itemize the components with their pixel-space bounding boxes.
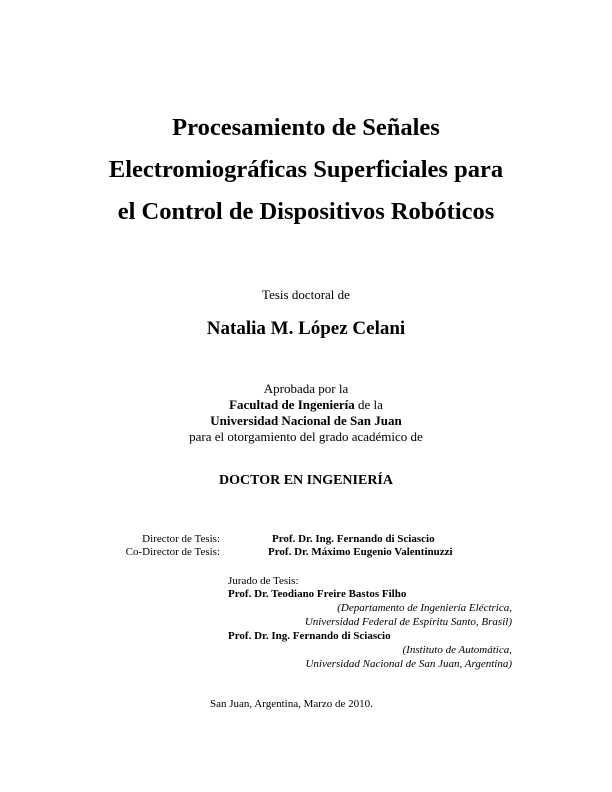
jury-label: Jurado de Tesis: bbox=[228, 575, 299, 587]
university-name: Universidad Nacional de San Juan bbox=[210, 413, 402, 428]
jury-member-2-affiliation-1: (Instituto de Automática, bbox=[402, 644, 512, 656]
thesis-type-label: Tesis doctoral de bbox=[262, 287, 350, 302]
director-name: Prof. Dr. Ing. Fernando di Sciascio bbox=[272, 533, 435, 545]
approval-purpose: para el otorgamiento del grado académico de bbox=[189, 429, 423, 444]
jury-member-2-affiliation-2: Universidad Nacional de San Juan, Argentina) bbox=[305, 658, 512, 670]
jury-member-2-name: Prof. Dr. Ing. Fernando di Sciascio bbox=[228, 630, 391, 642]
approval-faculty-line bbox=[0, 397, 612, 413]
faculty-suffix: de la bbox=[354, 397, 383, 412]
place-date: San Juan, Argentina, Marzo de 2010. bbox=[210, 698, 373, 710]
thesis-title-line-3: el Control de Dispositivos Robóticos bbox=[117, 198, 495, 225]
jury-member-1-name: Prof. Dr. Teodiano Freire Bastos Filho bbox=[228, 588, 407, 600]
degree-title: DOCTOR EN INGENIERÍA bbox=[219, 473, 393, 488]
thesis-title-line-2: Electromiográficas Superficiales para bbox=[108, 156, 504, 183]
director-label: Director de Tesis: bbox=[142, 533, 220, 545]
codirector-label: Co-Director de Tesis: bbox=[125, 546, 220, 558]
thesis-title-line-1: Procesamiento de Señales bbox=[172, 114, 440, 141]
jury-member-1-affiliation-2: Universidad Federal de Espíritu Santo, Brasil) bbox=[304, 616, 512, 628]
faculty-name: Facultad de Ingeniería bbox=[229, 397, 355, 412]
author-name: Natalia M. López Celani bbox=[206, 318, 406, 339]
jury-member-1-affiliation-1: (Departamento de Ingeniería Eléctrica, bbox=[337, 602, 512, 614]
codirector-name: Prof. Dr. Máximo Eugenio Valentinuzzi bbox=[268, 546, 453, 558]
approval-line-1: Aprobada por la bbox=[263, 381, 349, 396]
